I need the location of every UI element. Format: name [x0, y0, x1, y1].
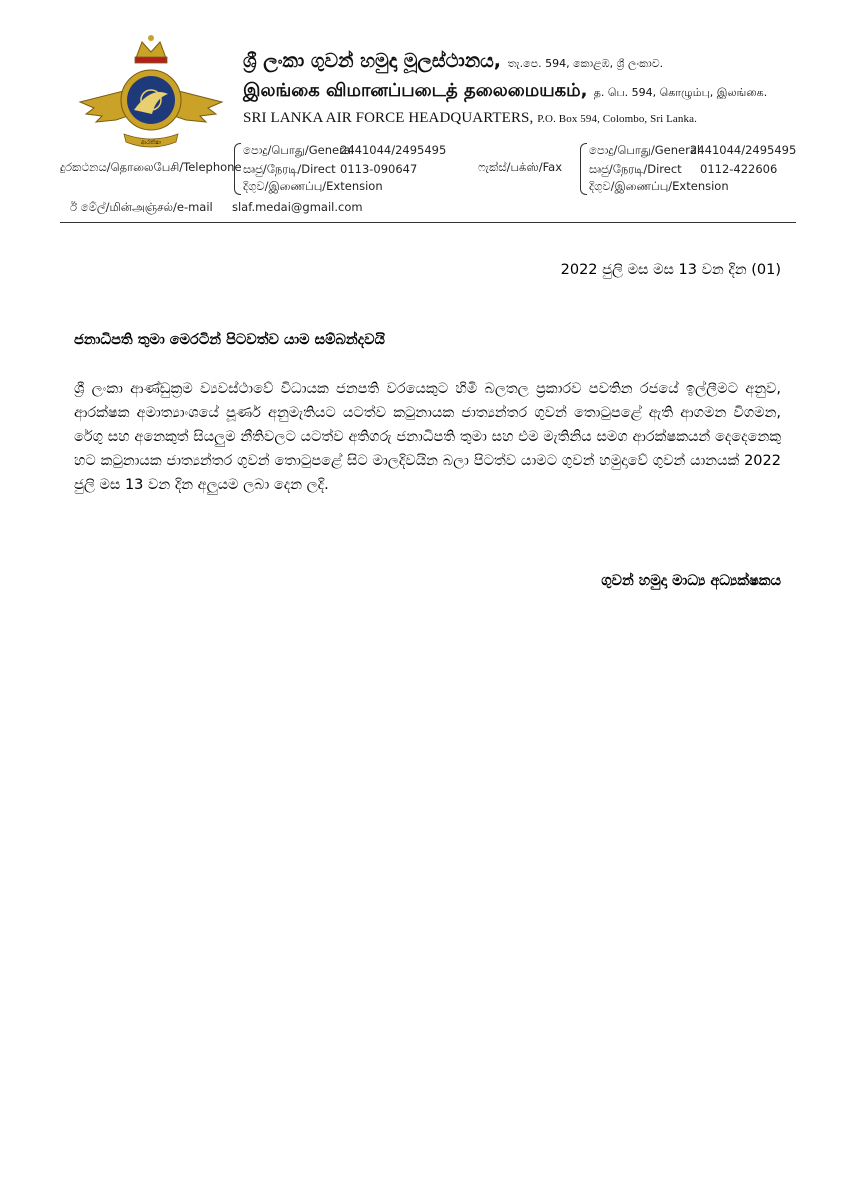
tel-direct-label: සෘජු/நேரடி/Direct [243, 162, 336, 176]
fax-direct-label: සෘජු/நேரடி/Direct [589, 162, 682, 176]
letter-subject: ජනාධිපති තුමා මෙරටින් පිටවත්ව යාම සම්බන්දවයි [74, 332, 385, 348]
org-name-tamil [243, 80, 767, 103]
org-name-si-text: ශ්‍රී ලංකා ගුවන් හමුදා මූලස්ථානය, [243, 50, 502, 72]
fax-general-value: 2441044/2495495 [690, 143, 797, 157]
letterhead-divider [60, 222, 796, 223]
tel-extension-label: දිගුව/இணைப்பு/Extension [243, 179, 383, 193]
address-en: P.O. Box 594, Colombo, Sri Lanka. [537, 113, 697, 125]
fax-extension-label: දිගුව/இணைப்பு/Extension [589, 179, 729, 193]
email-label: ඊ මේල්/மின்அஞ்சல்/e-mail [70, 200, 213, 214]
tel-direct-value: 0113-090647 [340, 162, 418, 176]
fax-general-label: පොදු/பொது/General [589, 143, 701, 157]
fax-direct-value: 0112-422606 [700, 162, 778, 176]
crest-motto: ආරක්ෂා [140, 139, 162, 146]
address-si: තැ.පෙ. 594, කොළඹ, ශ්‍රී ලංකාව. [507, 57, 664, 70]
org-name-en-text: SRI LANKA AIR FORCE HEADQUARTERS, [243, 110, 534, 126]
org-name-sinhala [243, 50, 663, 72]
org-name-english [243, 110, 697, 127]
air-force-crest-icon [72, 28, 230, 158]
letter-body: ශ්‍රී ලංකා ආණ්ඩුක්‍රම ව්‍යවස්ථාවේ විධායක ජනපති වරයෙකුට හිමි බලතල ප්‍රකාරව පවතින රජයේ ඉල්ලීමට අනුව, ආරක්ෂක අමාත්‍යාංශයේ පූර්ණ අනුමැතියට යටත්ව කටුනායක ජාත්‍යන්තර ගුවන් තොටුපළේ ඇති ආගමන විගමන, රේගු සහ අනෙකුත් සියලුම නීතිවලට යටත්ව අතිගරු ජනාධිපති තුමා සහ එම මැතිනිය සමග ආරක්ෂකයන් දෙදෙනෙකු හට කටුනායක ජාත්‍යන්තර ගුවන් තොටුපළේ සිට මාලදිවයින බලා පිටත්ව යාමට ගුවන් හමුදාවේ ගුවන් යානයක් 2022 ජුලි මස 13 වන දින අලුයම ලබා දෙන ලදි. [74, 381, 781, 493]
letter-signature: ගුවන් හමුදා මාධ්‍ය අධ්‍යක්ෂකය [601, 573, 781, 589]
telephone-brace [234, 143, 241, 195]
org-name-ta-text: இலங்கை விமானப்படைத் தலைமையகம், [243, 80, 588, 101]
tel-general-value: 2441044/2495495 [340, 143, 447, 157]
email-address: slaf.medai@gmail.com [232, 200, 363, 214]
fax-label: ෆැක්ස්/பக்ஸ்/Fax [478, 160, 563, 174]
fax-brace [580, 143, 587, 195]
letter-date: 2022 ජුලි මස මස 13 වන දින (01) [560, 262, 781, 278]
address-ta: த. பெ. 594, கொழும்பு, இலங்கை. [593, 86, 768, 99]
telephone-label: දුරකථනය/தொலைபேசி/Telephone [60, 160, 242, 174]
tel-general-label: පොදු/பொது/General [243, 143, 355, 157]
